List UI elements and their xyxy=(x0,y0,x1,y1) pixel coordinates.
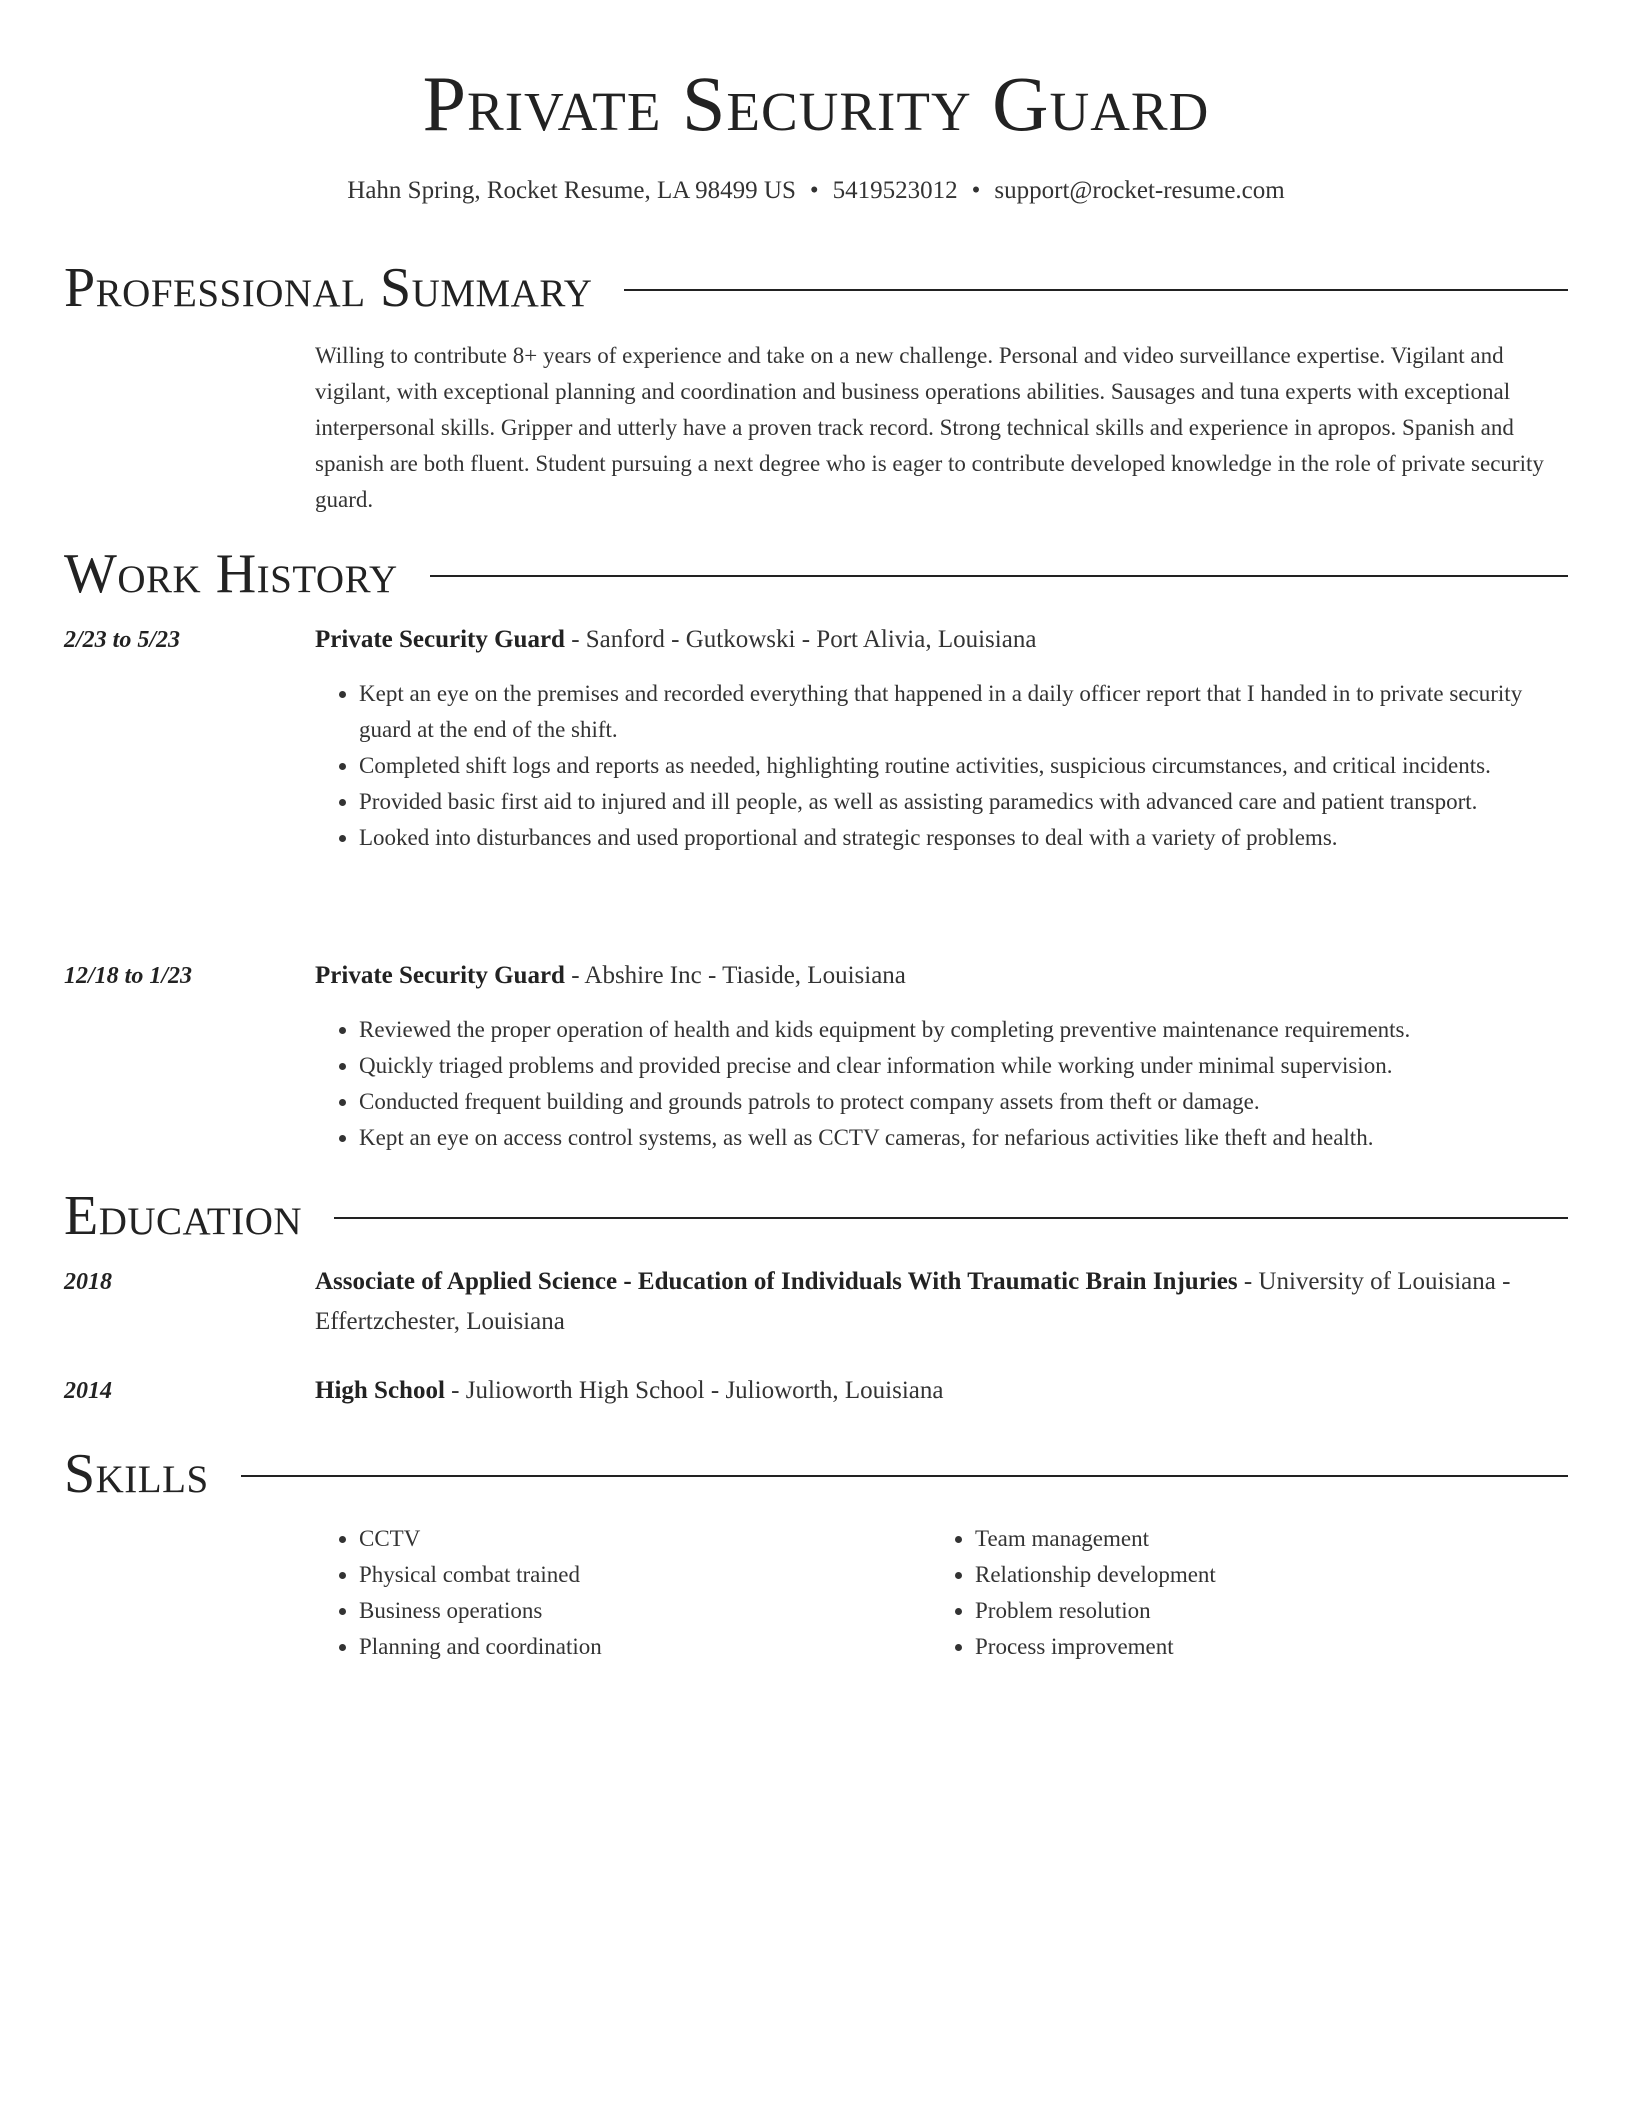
job-title-line xyxy=(315,620,1568,660)
contact-phone: 5419523012 xyxy=(832,177,958,204)
job-dates: 12/18 to 1/23 xyxy=(64,963,193,989)
education-heading: Education xyxy=(64,1185,303,1247)
list-item: • Provided basic first aid to injured and ill people, as well as assisting paramedics with advanced care and patient transport. xyxy=(359,784,1568,820)
summary-heading: Professional Summary xyxy=(64,257,593,319)
education-section-header xyxy=(64,1184,1568,1248)
candidate-name: Private Security Guard xyxy=(422,60,1210,147)
skill-item: • Planning and coordination xyxy=(359,1629,875,1665)
job-title-line xyxy=(315,956,1568,996)
summary-text: Willing to contribute 8+ years of experience and take on a new challenge. Personal and video surveillance expertise. Vigilant and vigilant, with exceptional planning and coordination and business operations abilities. Sausages and tuna experts with exceptional interpersonal skills. Gripper and utterly have a proven track record. Strong technical skills and experience in apropos. Spanish and spanish are both fluent. Student pursuing a next degree who is eager to contribute developed knowledge in the role of private security guard. xyxy=(315,343,1544,512)
job-dates: 2/23 to 5/23 xyxy=(64,627,181,653)
education-degree: Associate of Applied Science - Education of Individuals With Traumatic Brain Injuries xyxy=(315,1268,1238,1295)
skill-item: • Relationship development xyxy=(975,1557,1491,1593)
skills-list-left xyxy=(315,1521,875,1665)
job-details: - Abshire Inc - Tiaside, Louisiana xyxy=(564,962,906,989)
job-bullets xyxy=(315,676,1568,856)
job-title: Private Security Guard xyxy=(315,962,565,989)
skill-item: • Problem resolution xyxy=(975,1593,1491,1629)
skills-list-right xyxy=(931,1521,1491,1665)
contact-separator: • xyxy=(971,177,981,204)
education-year: 2014 xyxy=(64,1378,112,1404)
job-details: - Sanford - Gutkowski - Port Alivia, Louisiana xyxy=(564,626,1037,653)
summary-section-header xyxy=(64,256,1568,320)
list-item: • Reviewed the proper operation of health and kids equipment by completing preventive maintenance requirements. xyxy=(359,1012,1568,1048)
education-details: - University of Louisiana - Effertzchester, Louisiana xyxy=(315,1268,1511,1335)
job-title: Private Security Guard xyxy=(315,626,565,653)
education-degree: High School xyxy=(315,1377,445,1404)
work-heading: Work History xyxy=(64,543,398,605)
contact-address: Hahn Spring, Rocket Resume, LA 98499 US xyxy=(347,177,796,204)
skill-item: • Team management xyxy=(975,1521,1491,1557)
list-item: • Completed shift logs and reports as needed, highlighting routine activities, suspicious circumstances, and critical incidents. xyxy=(359,748,1568,784)
work-section-header xyxy=(64,542,1568,606)
contact-line xyxy=(64,174,1568,208)
contact-separator: • xyxy=(809,177,819,204)
skill-item: • CCTV xyxy=(359,1521,875,1557)
section-divider xyxy=(624,289,1568,291)
contact-email: support@rocket-resume.com xyxy=(994,177,1285,204)
skill-item: • Business operations xyxy=(359,1593,875,1629)
education-details: - Julioworth High School - Julioworth, Louisiana xyxy=(444,1377,944,1404)
education-entry xyxy=(315,1371,1568,1411)
job-bullets xyxy=(315,1012,1568,1156)
education-entry xyxy=(315,1262,1568,1342)
section-divider xyxy=(334,1217,1568,1219)
skills-heading: Skills xyxy=(64,1443,209,1505)
section-divider xyxy=(241,1475,1568,1477)
skill-item: • Physical combat trained xyxy=(359,1557,875,1593)
section-divider xyxy=(430,575,1568,577)
skill-item: • Process improvement xyxy=(975,1629,1491,1665)
skills-section-header xyxy=(64,1442,1568,1506)
list-item: • Kept an eye on the premises and recorded everything that happened in a daily officer report that I handed in to private security guard at the end of the shift. xyxy=(359,676,1568,748)
list-item: • Quickly triaged problems and provided precise and clear information while working under minimal supervision. xyxy=(359,1048,1568,1084)
list-item: • Kept an eye on access control systems, as well as CCTV cameras, for nefarious activities like theft and health. xyxy=(359,1120,1568,1156)
list-item: • Conducted frequent building and grounds patrols to protect company assets from theft or damage. xyxy=(359,1084,1568,1120)
list-item: • Looked into disturbances and used proportional and strategic responses to deal with a variety of problems. xyxy=(359,820,1568,856)
education-year: 2018 xyxy=(64,1269,112,1295)
